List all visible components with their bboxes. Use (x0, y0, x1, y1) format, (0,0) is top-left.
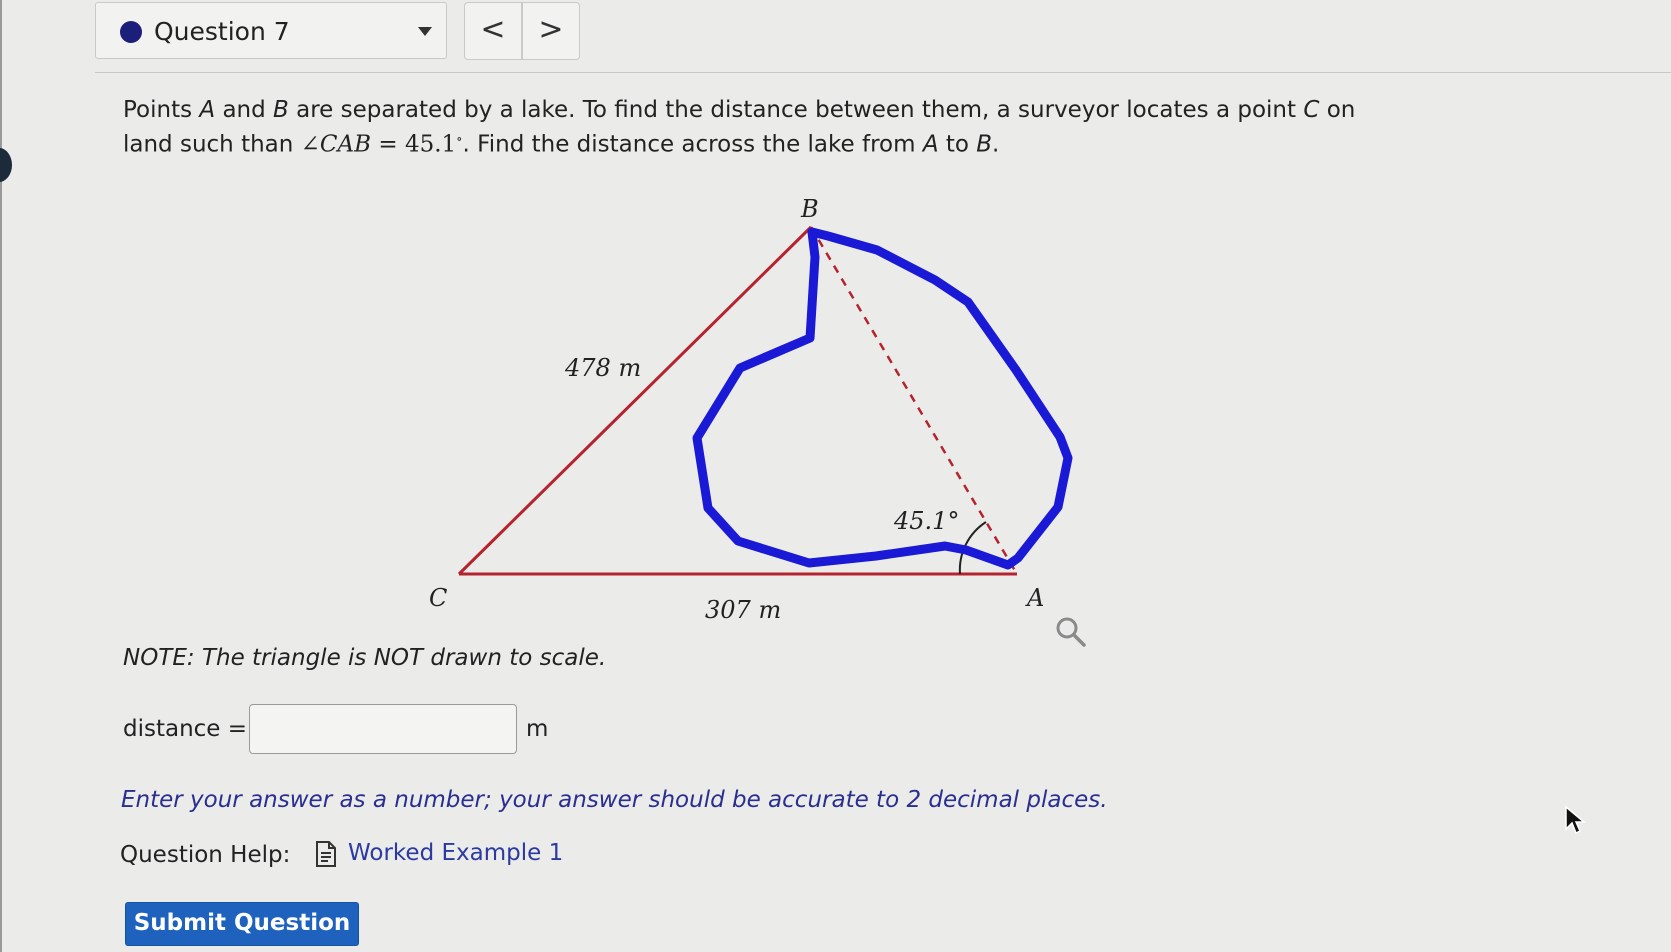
angle-a-label: 45.1° (894, 507, 960, 535)
document-icon (314, 840, 338, 868)
label-a: A (1027, 584, 1045, 612)
side-ca-label: 307 m (705, 596, 782, 624)
side-cb-label: 478 m (565, 354, 642, 382)
submit-question-button[interactable]: Submit Question (125, 902, 359, 946)
lake-outline (697, 232, 1068, 565)
distance-label: distance = (123, 716, 248, 742)
distance-input[interactable] (249, 704, 517, 754)
next-question-button[interactable]: > (522, 2, 580, 60)
mouse-cursor-icon (1564, 805, 1586, 837)
question-label: Question 7 (154, 17, 290, 46)
worked-example-link[interactable]: Worked Example 1 (348, 840, 564, 866)
side-cb-line (459, 227, 811, 574)
answer-instructions: Enter your answer as a number; your answer should be accurate to 2 decimal places. (121, 787, 1108, 813)
zoom-magnifier-icon[interactable] (1058, 619, 1084, 645)
problem-statement: Points A and B are separated by a lake. To find the distance between them, a surveyor locates a point C on land such than ∠CAB = 45.1∘. Find the distance across the lake from A to B. (123, 97, 1356, 158)
distance-unit: m (526, 716, 549, 742)
question-help-label: Question Help: (120, 842, 291, 868)
previous-question-button[interactable]: < (464, 2, 522, 60)
label-c: C (429, 584, 448, 612)
label-b: B (801, 195, 819, 223)
scale-note: NOTE: The triangle is NOT drawn to scale. (123, 645, 607, 671)
